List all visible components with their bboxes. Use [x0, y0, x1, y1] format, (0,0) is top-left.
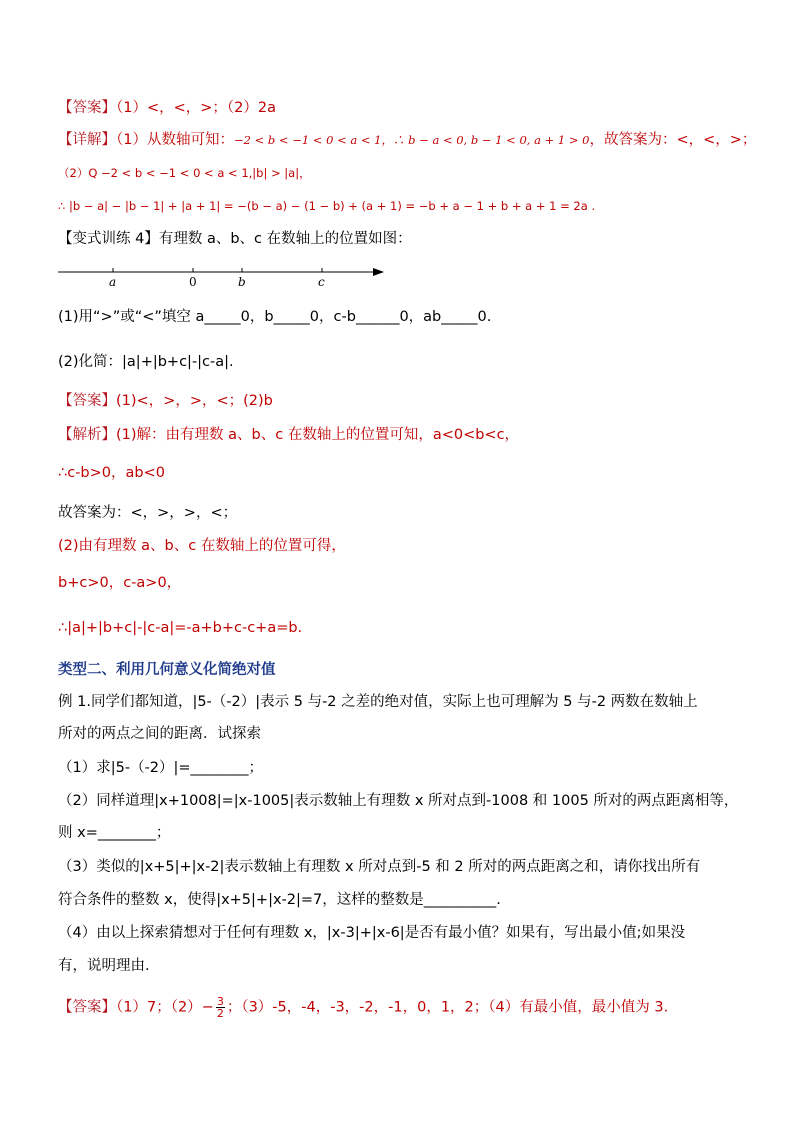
variant-title-bracket: 【变式训练 4】	[58, 231, 159, 247]
analysis-text: (1)解：由有理数 a、b、c 在数轴上的位置可知，a<0<b<c，	[116, 427, 520, 443]
variant-answer	[58, 391, 273, 411]
question-1: (1)用“>”或“<”填空 a_____0，b_____0，c-b______0，ab_____0.	[58, 309, 492, 325]
label-a: a	[109, 275, 117, 289]
fraction-denominator: 2	[216, 1007, 224, 1020]
number-line-arrow	[373, 268, 384, 276]
answer-tag: 【答案】	[58, 999, 116, 1016]
fraction	[216, 996, 225, 1019]
detail-end: ，故答案为：<，<，>；	[589, 132, 757, 148]
example-q4-line1: （4）由以上探索猜想对于任何有理数 x，|x-3|+|x-6|是否有最小值？如果有，写出最小值;如果没	[58, 925, 686, 941]
answer-text: (1)<，>，>，<；(2)b	[116, 393, 273, 409]
detail-math: −2 < b < −1 < 0 < a < 1，∴ b − a < 0, b − 1 < 0, a + 1 > 0	[233, 133, 590, 147]
example-q1: （1）求|5-（-2）|=________；	[58, 760, 264, 776]
answer-part-1: （1）7；（2）−	[116, 999, 214, 1016]
example-para-1: 例 1.同学们都知道，|5-（-2）|表示 5 与-2 之差的绝对值，实际上也可理解为 5 与-2 两数在数轴上	[58, 694, 698, 710]
analysis-tag: 【解析】	[58, 427, 116, 443]
analysis-line-2: ∴c-b>0，ab<0	[58, 465, 165, 481]
section-heading: 类型二、利用几何意义化简绝对值	[58, 662, 276, 678]
variant-title-text: 有理数 a、b、c 在数轴上的位置如图：	[158, 231, 412, 247]
answer-tag: 【答案】	[58, 393, 116, 409]
answer-text: （1）<，<，>；（2）2a	[116, 100, 277, 116]
label-b: b	[238, 275, 246, 289]
number-line	[0, 0, 794, 300]
analysis-line-5: b+c>0，c-a>0，	[58, 575, 182, 591]
example-q3-line1: （3）类似的|x+5|+|x-2|表示数轴上有理数 x 所对点到-5 和 2 所对的两点距离之和，请你找出所有	[58, 859, 701, 875]
answer-part-2: ；（3）-5，-4，-3，-2，-1，0，1，2；（4）有最小值，最小值为 3.	[226, 999, 669, 1016]
detail-line-3: ∴ |b − a| − |b − 1| + |a + 1| = −(b − a) − (1 − b) + (a + 1) = −b + a − 1 + b + a + 1 = 2a .	[58, 199, 596, 213]
label-0: 0	[189, 275, 197, 289]
analysis-line-4: (2)由有理数 a、b、c 在数轴上的位置可得，	[58, 538, 346, 554]
detail-text: （1）从数轴可知：	[116, 132, 234, 148]
analysis-line-1	[58, 425, 519, 445]
example-q2-line1: （2）同样道理|x+1008|=|x-1005|表示数轴上有理数 x 所对点到-1008 和 1005 所对的两点距离相等，	[58, 793, 739, 809]
fraction-numerator: 3	[216, 995, 224, 1008]
example-q4-line2: 有，说明理由．	[58, 958, 160, 974]
example-q3-line2: 符合条件的整数 x，使得|x+5|+|x-2|=7，这样的整数是__________.	[58, 892, 501, 908]
question-2: (2)化简：|a|+|b+c|-|c-a|.	[58, 354, 234, 370]
detail-line-2: （2）Q −2 < b < −1 < 0 < a < 1,|b| > |a|，	[58, 166, 311, 180]
example-answer	[58, 996, 668, 1019]
analysis-line-3: 故答案为：<，>，>，<；	[58, 505, 238, 521]
detail-tag: 【详解】	[58, 132, 116, 148]
answer-tag: 【答案】	[58, 100, 116, 116]
analysis-line-6: ∴|a|+|b+c|-|c-a|=-a+b+c-c+a=b.	[58, 620, 303, 636]
label-c: c	[318, 275, 325, 289]
example-q2-line2: 则 x=________；	[58, 825, 171, 841]
example-para-2: 所对的两点之间的距离．试探索	[58, 726, 261, 742]
